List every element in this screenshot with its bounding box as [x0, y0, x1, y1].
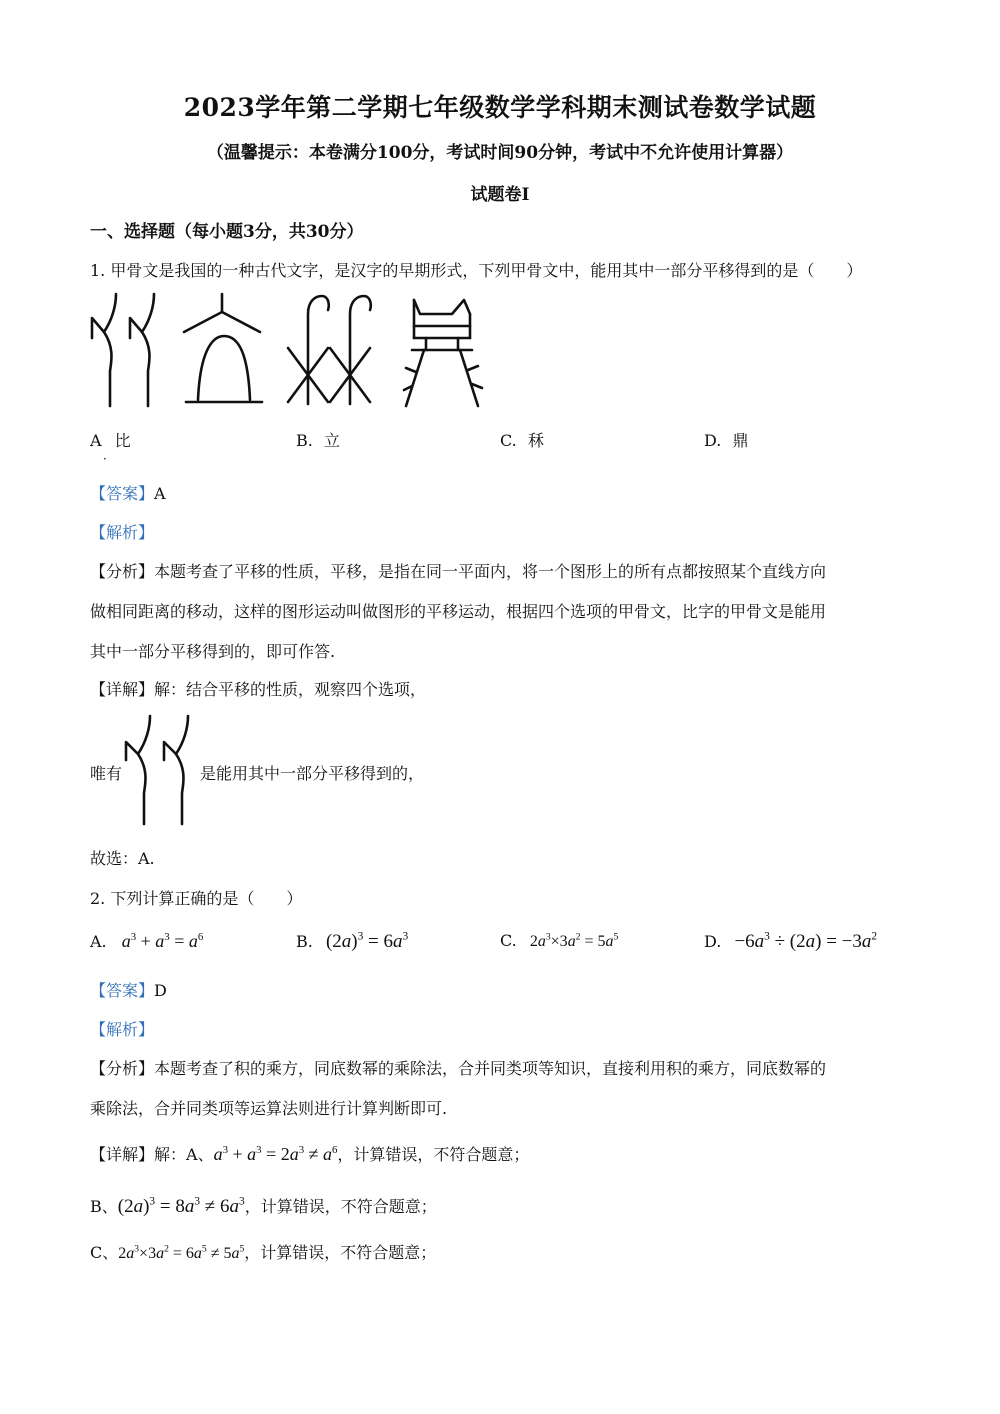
q2-option-d[interactable] [704, 931, 877, 953]
glyph-ding-icon [402, 294, 492, 412]
q2-detail-b-formula: $(2a)^3 = 8a^3 \ne 6a^3$ [117, 1195, 245, 1217]
q1-option-a-letter: A [90, 431, 102, 450]
q2-detail-a: 【详解】解：A、$a^3 + a^3 = 2a^3 \ne a^6$，计算错误，不符合题意； [90, 1144, 530, 1164]
q2-option-d-letter: D. [704, 932, 722, 951]
q1-option-a-text: 比 [114, 431, 131, 450]
q2-analysis-line2: 乘除法，合并同类项等运算法则进行计算判断即可. [90, 1099, 448, 1118]
q1-option-c-letter: C. [500, 431, 517, 450]
q1-analysis-line1: 【分析】本题考查了平移的性质，平移，是指在同一平面内，将一个图形上的所有点都按照某个直线方向 [90, 562, 827, 581]
q2-option-b[interactable] [296, 931, 408, 953]
analysis-label: 【分析】 [90, 562, 155, 581]
q2-option-c-formula: $2a^3\times 3a^2 = 5a^5$ [529, 931, 619, 950]
q2-detail-c: C、$2a^3\times 3a^2 = 6a^5 \ne 5a^5$，计算错误，不符合题意； [90, 1243, 437, 1262]
q1-detail-line1: 【详解】解：结合平移的性质，观察四个选项， [90, 680, 427, 699]
q1-option-c[interactable] [500, 428, 544, 451]
q2-detail-b: B、$(2a)^3 = 8a^3 \ne 6a^3$，计算错误，不符合题意； [90, 1195, 437, 1217]
q2-stem: 2. 下列计算正确的是（ ） [90, 889, 303, 908]
page-title: 2023学年第二学期七年级数学学科期末测试卷数学试题 [183, 93, 817, 122]
q1-detail-prefix: 唯有 [90, 764, 123, 783]
q2-option-b-letter: B. [296, 932, 313, 951]
q1-answer [90, 481, 166, 504]
q1-option-b-letter: B. [296, 431, 313, 450]
q2-option-a-letter: A. [90, 932, 107, 951]
section-heading: 一、选择题（每小题3分，共30分） [90, 222, 364, 242]
detail-label: 【详解】 [90, 1145, 155, 1164]
q1-analysis-line3: 其中一部分平移得到的，即可作答. [90, 642, 336, 661]
analysis-tag: 【解析】 [90, 523, 155, 542]
q2-option-c[interactable] [500, 931, 618, 951]
q1-option-d-text: 鼎 [732, 431, 749, 450]
exam-notice: （温馨提示：本卷满分100分，考试时间90分钟，考试中不允许使用计算器） [206, 143, 794, 163]
q1-option-d[interactable] [704, 428, 748, 451]
q1-option-b[interactable] [296, 428, 340, 451]
dot-mark: · [103, 452, 107, 466]
q2-detail-a-formula: $a^3 + a^3 = 2a^3 \ne a^6$ [213, 1144, 338, 1164]
q1-option-d-letter: D. [704, 431, 722, 450]
q1-stem: 1. 甲骨文是我国的一种古代文字，是汉字的早期形式，下列甲骨文中，能用其中一部分平移得到的是（ ） [90, 261, 863, 280]
q2-option-c-letter: C. [500, 931, 517, 950]
q1-option-c-text: 秝 [527, 431, 544, 450]
q1-answer-value: A [154, 484, 166, 503]
q2-analysis-line1: 【分析】本题考查了积的乘方，同底数幂的乘除法，合并同类项等知识，直接利用积的乘方，同底数幂的 [90, 1059, 827, 1078]
glyph-bi-icon [84, 292, 170, 410]
analysis-label: 【分析】 [90, 1059, 155, 1078]
q2-answer [90, 978, 167, 1001]
q2-option-a[interactable] [90, 931, 203, 952]
paper-label: 试题卷I [470, 185, 530, 205]
q1-conclusion: 故选：A. [90, 849, 155, 868]
q2-option-a-formula: $a^3 + a^3 = a^6$ [121, 931, 204, 951]
answer-tag: 【答案】 [90, 484, 155, 503]
q2-option-d-formula: $-6a^3 \div (2a) = -3a^2$ [734, 930, 878, 952]
q1-detail-suffix: 是能用其中一部分平移得到的， [200, 764, 425, 783]
glyph-li2-icon [282, 292, 382, 410]
answer-tag: 【答案】 [90, 981, 155, 1000]
q2-detail-c-formula: $2a^3\times 3a^2 = 6a^5 \ne 5a^5$ [118, 1243, 245, 1262]
analysis-tag: 【解析】 [90, 1020, 155, 1039]
q1-option-a[interactable] [90, 428, 131, 451]
q2-option-b-formula: $(2a)^3 = 6a^3$ [325, 930, 409, 952]
q2-answer-value: D [154, 981, 167, 1000]
glyph-bi-small-icon [120, 712, 202, 828]
q1-analysis-line2: 做相同距离的移动，这样的图形运动叫做图形的平移运动，根据四个选项的甲骨文，比字的甲骨文是能用 [90, 602, 827, 621]
q1-option-b-text: 立 [323, 431, 340, 450]
glyph-li-icon [182, 292, 268, 410]
detail-label: 【详解】 [90, 680, 155, 699]
